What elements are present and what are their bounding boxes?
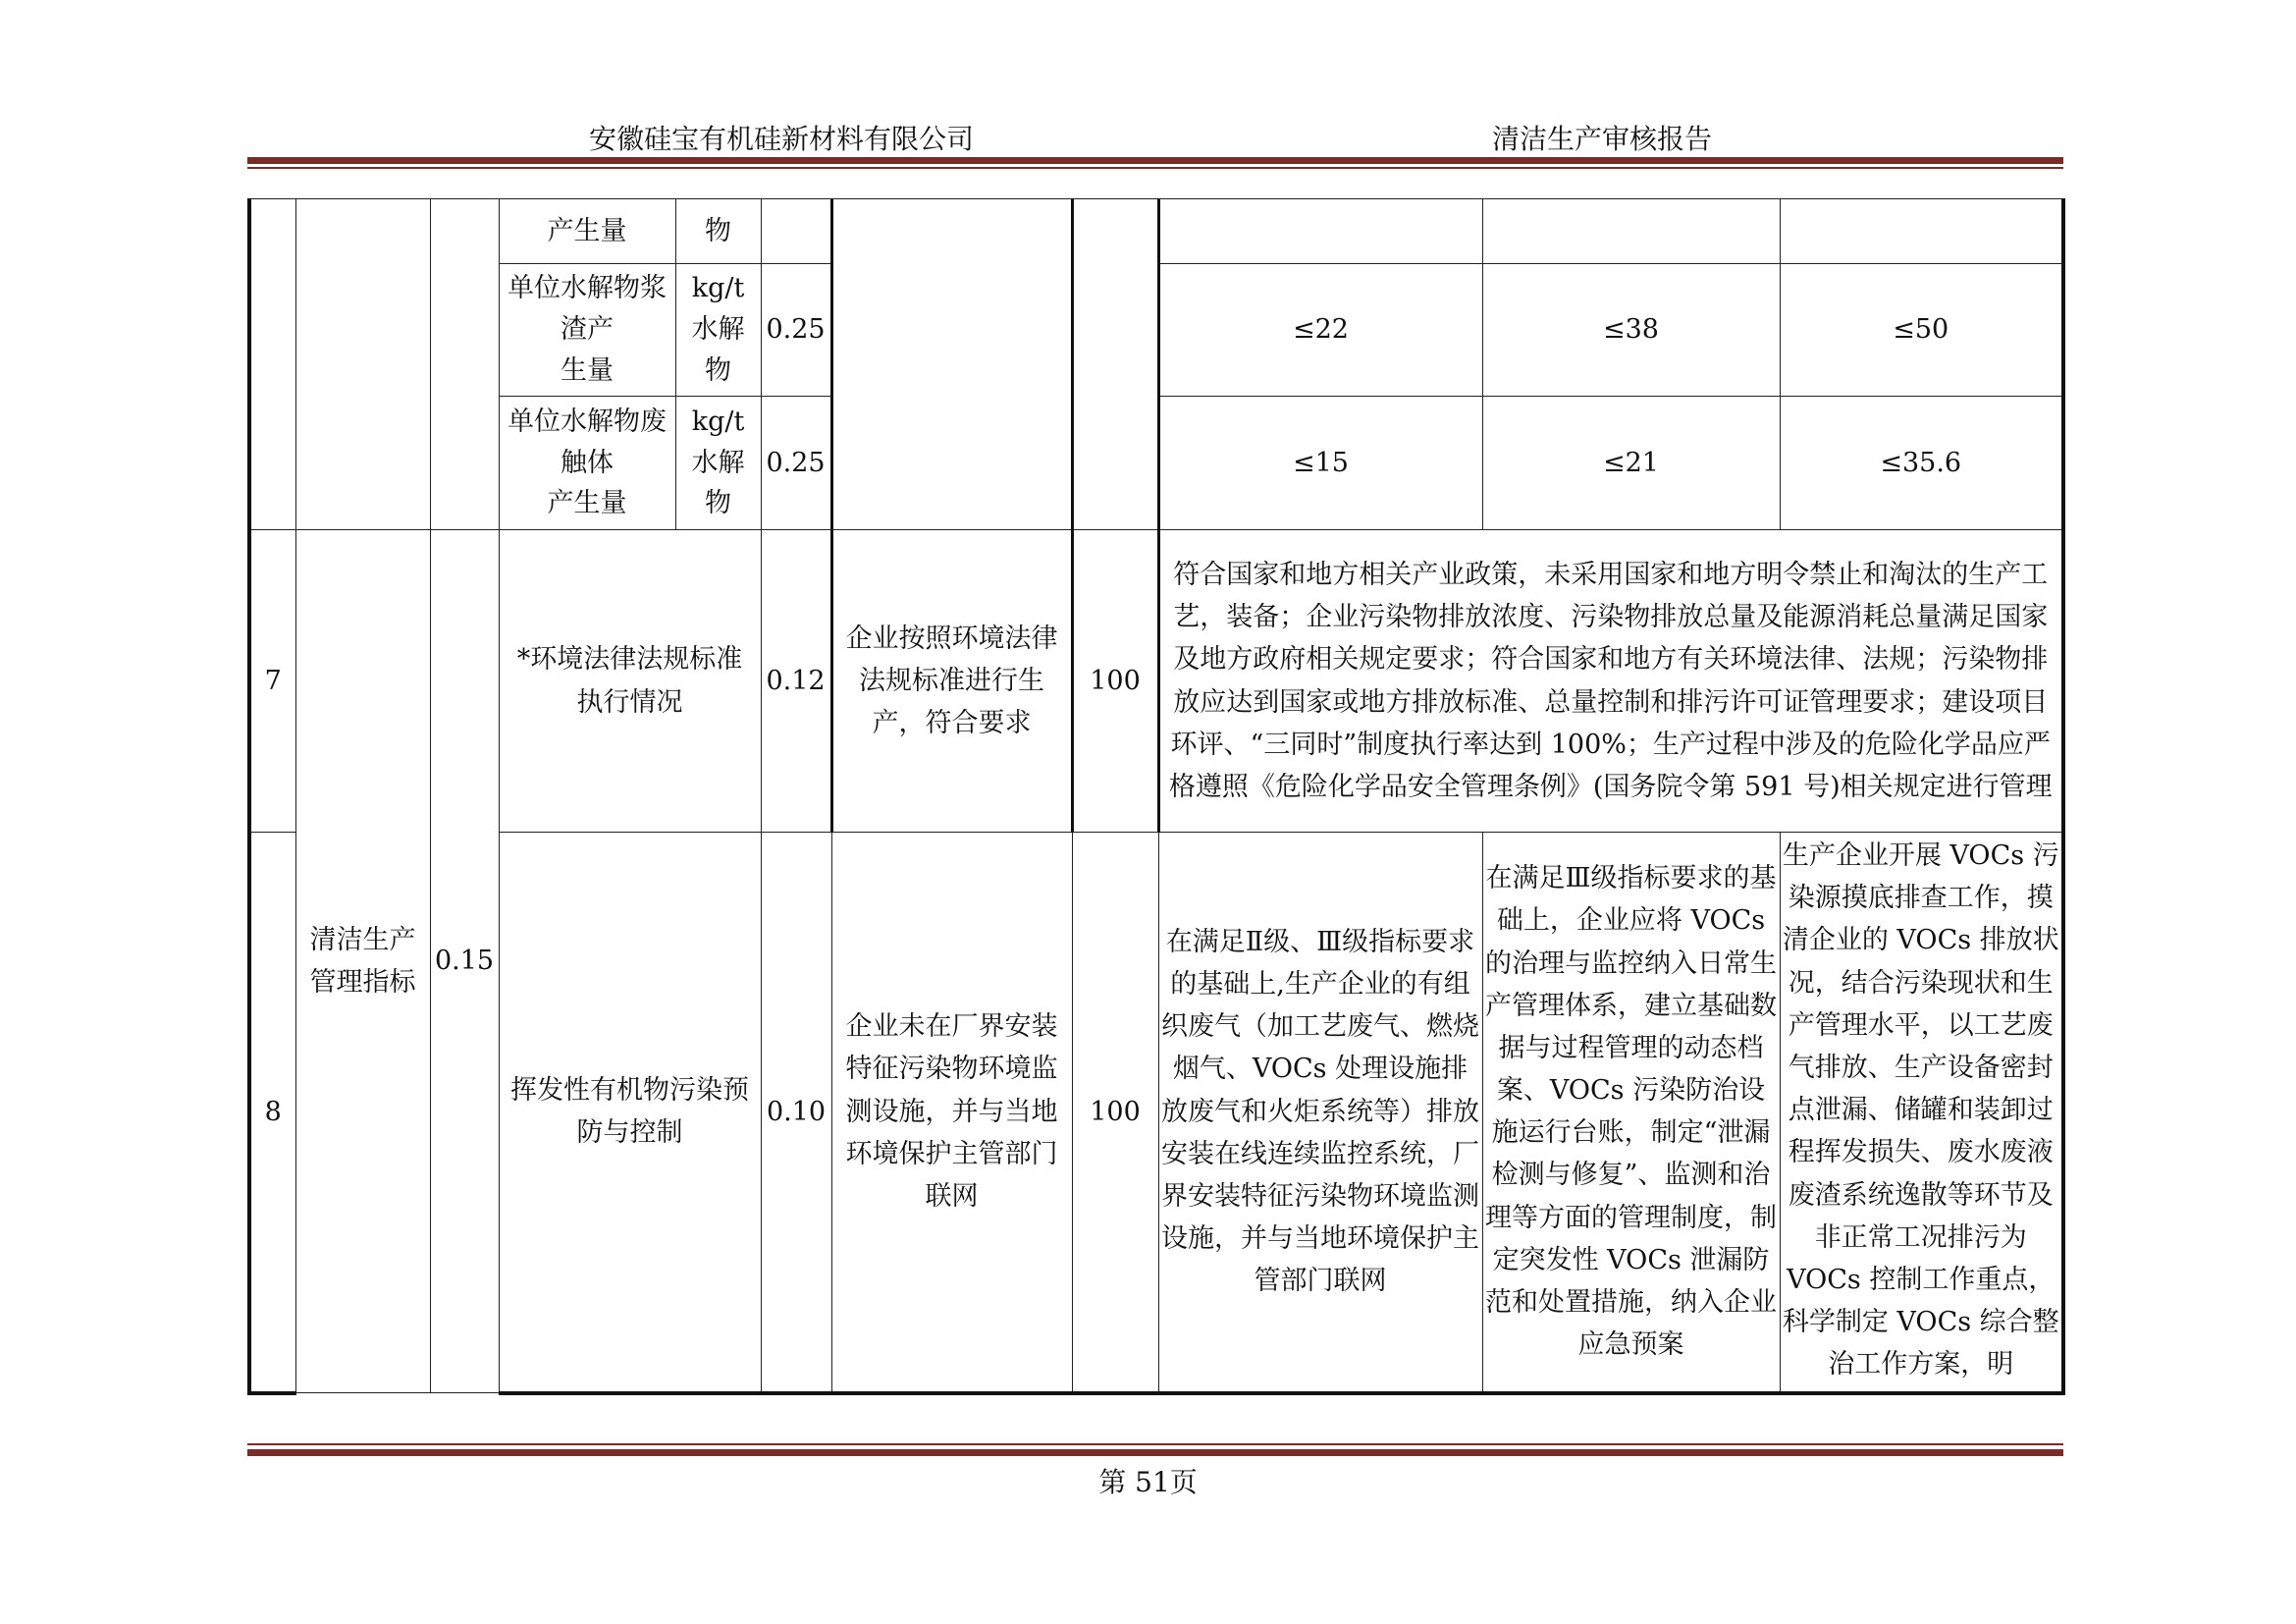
cell-weight: 0.25 <box>761 397 831 530</box>
cell-empty <box>430 199 499 530</box>
cell-indicator: *环境法律法规标准 执行情况 <box>499 530 761 833</box>
footer-rule-thin <box>247 1443 2063 1445</box>
header-report-title: 清洁生产审核报告 <box>1492 123 1713 155</box>
cell-weight: 0.25 <box>761 264 831 397</box>
cell-row-number: 7 <box>249 530 295 833</box>
cell-weight <box>761 199 831 264</box>
cell-empty <box>295 199 430 530</box>
cell-group-weight: 0.15 <box>430 530 499 1393</box>
cell-level1 <box>1158 199 1482 264</box>
cell-weight: 0.12 <box>761 530 831 833</box>
cell-status <box>831 199 1072 530</box>
table-row <box>249 530 2063 833</box>
table-row <box>249 833 2063 1393</box>
cell-score: 100 <box>1072 833 1158 1393</box>
header-company: 安徽硅宝有机硅新材料有限公司 <box>589 123 975 155</box>
header-rule-thick <box>247 157 2063 164</box>
cell-score: 100 <box>1072 530 1158 833</box>
cell-unit: kg/t 水解 物 <box>675 397 761 530</box>
cell-level3: ≤50 <box>1780 264 2063 397</box>
cell-status: 企业未在厂界安装 特征污染物环境监 测设施，并与当地 环境保护主管部门 联网 <box>831 833 1072 1393</box>
table-row <box>249 199 2063 264</box>
cell-row-number: 8 <box>249 833 295 1393</box>
cell-unit: kg/t 水解 物 <box>675 264 761 397</box>
cell-level1: ≤15 <box>1158 397 1482 530</box>
cell-level2: ≤21 <box>1482 397 1780 530</box>
footer-rule-thick <box>247 1449 2063 1456</box>
page-number: 第 51页 <box>1098 1466 1198 1498</box>
cell-indicator: 单位水解物浆 渣产 生量 <box>499 264 675 397</box>
cell-indicator: 挥发性有机物污染预 防与控制 <box>499 833 761 1393</box>
cell-requirement: 符合国家和地方相关产业政策，未采用国家和地方明令禁止和淘汰的生产工艺，装备；企业污染物排放浓度、污染物排放总量及能源消耗总量满足国家及地方政府相关规定要求；符合国家和地方有关环境法律、法规；污染物排放应达到国家或地方排放标准、总量控制和排污许可证管理要求；建设项目环评、“三同时”制度执行率达到 100%；生产过程中涉及的危险化学品应严格遵照《危险化学品安全管理条例》(国务院令第 591 号)相关规定进行管理 <box>1158 530 2063 833</box>
cell-level3: ≤35.6 <box>1780 397 2063 530</box>
cell-level2: 在满足Ⅲ级指标要求的基础上，企业应将 VOCs 的治理与监控纳入日常生产管理体系，建立基础数据与过程管理的动态档案、VOCs 污染防治设施运行台账，制定“泄漏检测与修复”、监测和治理等方面的管理制度，制定突发性 VOCs 泄漏防范和处置措施，纳入企业应急预案 <box>1482 833 1780 1393</box>
cell-status: 企业按照环境法律 法规标准进行生 产，符合要求 <box>831 530 1072 833</box>
cell-unit: 物 <box>675 199 761 264</box>
cell-indicator: 产生量 <box>499 199 675 264</box>
cell-indicator: 单位水解物废 触体 产生量 <box>499 397 675 530</box>
evaluation-table <box>247 198 2065 1395</box>
cell-level1: ≤22 <box>1158 264 1482 397</box>
cell-empty <box>249 199 295 530</box>
cell-level3: 生产企业开展 VOCs 污染源摸底排查工作，摸清企业的 VOCs 排放状况，结合污染现状和生产管理水平，以工艺废气排放、生产设备密封点泄漏、储罐和装卸过程挥发损失、废水废液废渣系统逸散等环节及非正常工况排污为 VOCs 控制工作重点，科学制定 VOCs 综合整治工作方案，明 <box>1780 833 2063 1393</box>
cell-score <box>1072 199 1158 530</box>
cell-level1: 在满足Ⅱ级、Ⅲ级指标要求的基础上,生产企业的有组织废气（加工艺废气、燃烧烟气、VOCs 处理设施排放废气和火炬系统等）排放安装在线连续监控系统，厂界安装特征污染物环境监测设施，并与当地环境保护主管部门联网 <box>1158 833 1482 1393</box>
cell-indicator-group: 清洁生产 管理指标 <box>295 530 430 1393</box>
cell-level2 <box>1482 199 1780 264</box>
cell-level3 <box>1780 199 2063 264</box>
header-rule-thin <box>247 167 2063 169</box>
cell-level2: ≤38 <box>1482 264 1780 397</box>
cell-weight: 0.10 <box>761 833 831 1393</box>
